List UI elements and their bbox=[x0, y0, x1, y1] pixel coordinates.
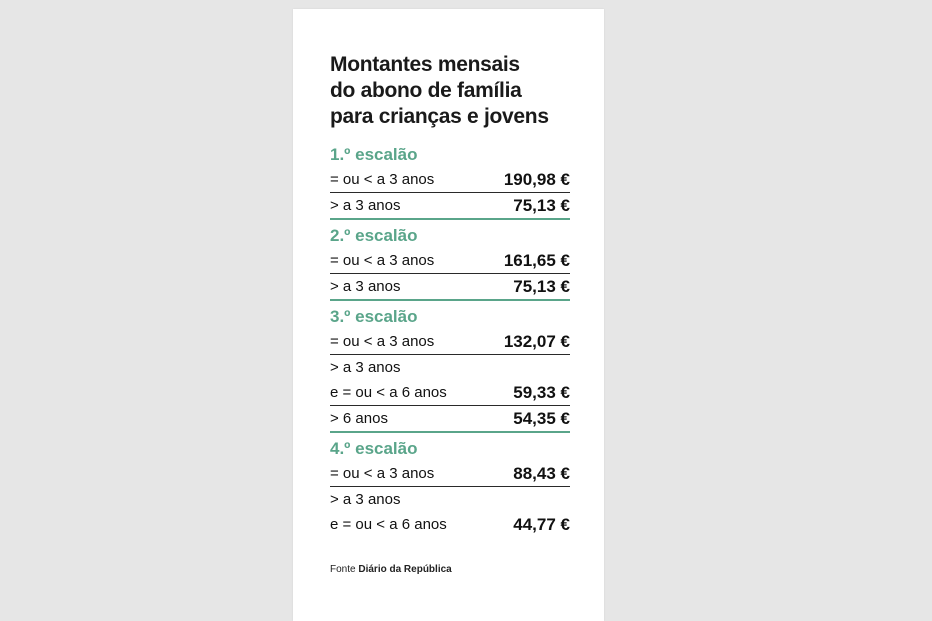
tier-row bbox=[330, 487, 570, 537]
tier-row bbox=[330, 248, 570, 274]
age-label-line: e = ou < a 6 anos bbox=[330, 384, 447, 401]
tier-row bbox=[330, 329, 570, 355]
infographic-title bbox=[330, 52, 590, 130]
age-label-line: > a 3 anos bbox=[330, 359, 401, 376]
amount-value: 161,65 € bbox=[503, 251, 570, 270]
tier-title: 1.º escalão bbox=[330, 145, 418, 164]
amount-value: 75,13 € bbox=[513, 277, 570, 296]
tier-row bbox=[330, 274, 570, 301]
age-label: = ou < a 3 anos bbox=[330, 465, 435, 482]
tier-row bbox=[330, 355, 570, 406]
amount-value: 44,77 € bbox=[513, 515, 570, 534]
amount-value: 59,33 € bbox=[513, 383, 570, 402]
title-line: Montantes mensais bbox=[330, 53, 520, 76]
tier-3 bbox=[330, 305, 570, 433]
source-prefix: Fonte bbox=[330, 564, 356, 575]
age-label: = ou < a 3 anos bbox=[330, 171, 435, 188]
amount-value: 75,13 € bbox=[513, 196, 570, 215]
age-label: = ou < a 3 anos bbox=[330, 333, 435, 350]
amount-value: 54,35 € bbox=[513, 409, 570, 428]
age-label: > 6 anos bbox=[330, 410, 388, 427]
source-note bbox=[330, 564, 452, 575]
tier-row bbox=[330, 167, 570, 193]
source-name: Diário da República bbox=[358, 564, 452, 575]
age-label bbox=[330, 359, 447, 402]
tier-row bbox=[330, 461, 570, 487]
tier-row bbox=[330, 406, 570, 433]
tier-1 bbox=[330, 143, 570, 220]
tier-title: 2.º escalão bbox=[330, 226, 418, 245]
title-line: do abono de família bbox=[330, 79, 522, 102]
infographic-card bbox=[293, 9, 604, 621]
age-label-line: > a 3 anos bbox=[330, 491, 401, 508]
age-label: > a 3 anos bbox=[330, 278, 401, 295]
tier-row bbox=[330, 193, 570, 220]
amount-value: 190,98 € bbox=[503, 170, 570, 189]
age-label: > a 3 anos bbox=[330, 197, 401, 214]
tier-4 bbox=[330, 437, 570, 537]
age-label: = ou < a 3 anos bbox=[330, 252, 435, 269]
amount-value: 132,07 € bbox=[503, 332, 570, 351]
tier-title: 4.º escalão bbox=[330, 439, 418, 458]
title-line: para crianças e jovens bbox=[330, 105, 549, 128]
age-label bbox=[330, 491, 447, 534]
age-label-line: e = ou < a 6 anos bbox=[330, 516, 447, 533]
tier-title: 3.º escalão bbox=[330, 307, 418, 326]
amount-value: 88,43 € bbox=[513, 464, 570, 483]
tiers-list bbox=[330, 139, 570, 537]
tier-2 bbox=[330, 224, 570, 301]
